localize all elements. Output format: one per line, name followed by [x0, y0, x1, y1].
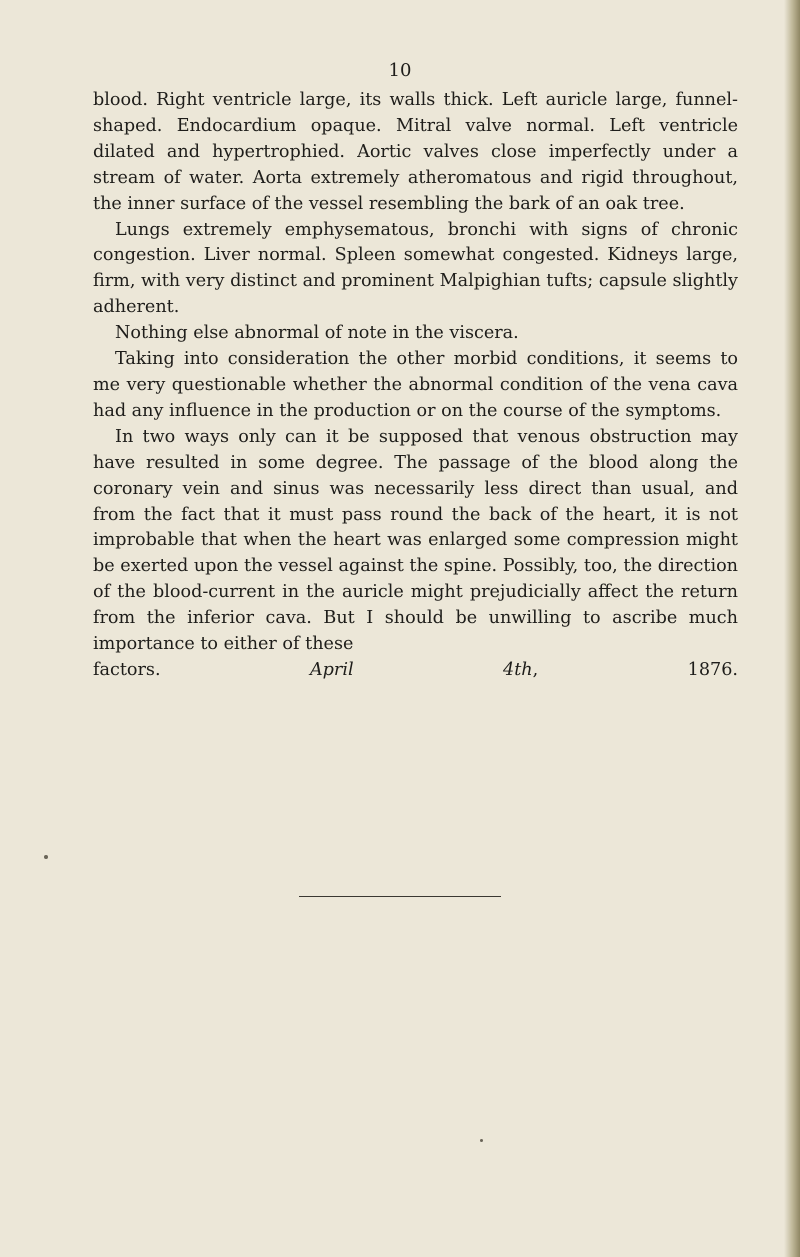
closing-word: factors.	[93, 659, 161, 680]
body-text	[93, 88, 738, 684]
page-number: 10	[388, 60, 412, 81]
section-divider-rule	[299, 896, 501, 897]
date-month: April	[309, 659, 354, 680]
date-day: 4th	[503, 659, 533, 680]
paragraph-2: Lungs extremely emphysematous, bronchi with signs of chronic congestion. Liver normal. Spleen somewhat congested. Kidneys large, firm, with very distinct and prominent Malpighian tufts; capsule slightly adherent.	[93, 219, 738, 318]
closing-line	[93, 658, 738, 684]
paragraph-3: Nothing else abnormal of note in the viscera.	[115, 323, 519, 344]
date-year: , 1876.	[532, 659, 738, 680]
paper-speck	[44, 855, 48, 859]
page-edge-shadow	[784, 0, 800, 1257]
paragraph-1: blood. Right ventricle large, its walls thick. Left auricle large, funnel-shaped. Endocardium opaque. Mitral valve normal. Left ventricle dilated and hypertrophied. Aortic valves close imperfectly under a stream of water. Aorta extremely atheromatous and rigid throughout, the inner surface of the vessel resembling the bark of an oak tree.	[93, 90, 738, 214]
paragraph-5: In two ways only can it be supposed that venous obstruction may have resulted in some degree. The passage of the blood along the coronary vein and sinus was necessarily less direct than usual, and from the fact that it must pass round the back of the heart, it is not improbable that when the heart was enlarged some compression might be exerted upon the vessel against the spine. Possibly, too, the direction of the blood-current in the auricle might prejudicially affect the return from the inferior cava. But I should be unwilling to ascribe much importance to either of these	[93, 426, 738, 655]
date-line	[310, 660, 738, 680]
paper-speck	[480, 1139, 483, 1142]
paragraph-4: Taking into consideration the other morbid conditions, it seems to me very questionable whether the abnormal condition of the vena cava had any influence in the production or on the course of the symptoms.	[93, 349, 738, 421]
